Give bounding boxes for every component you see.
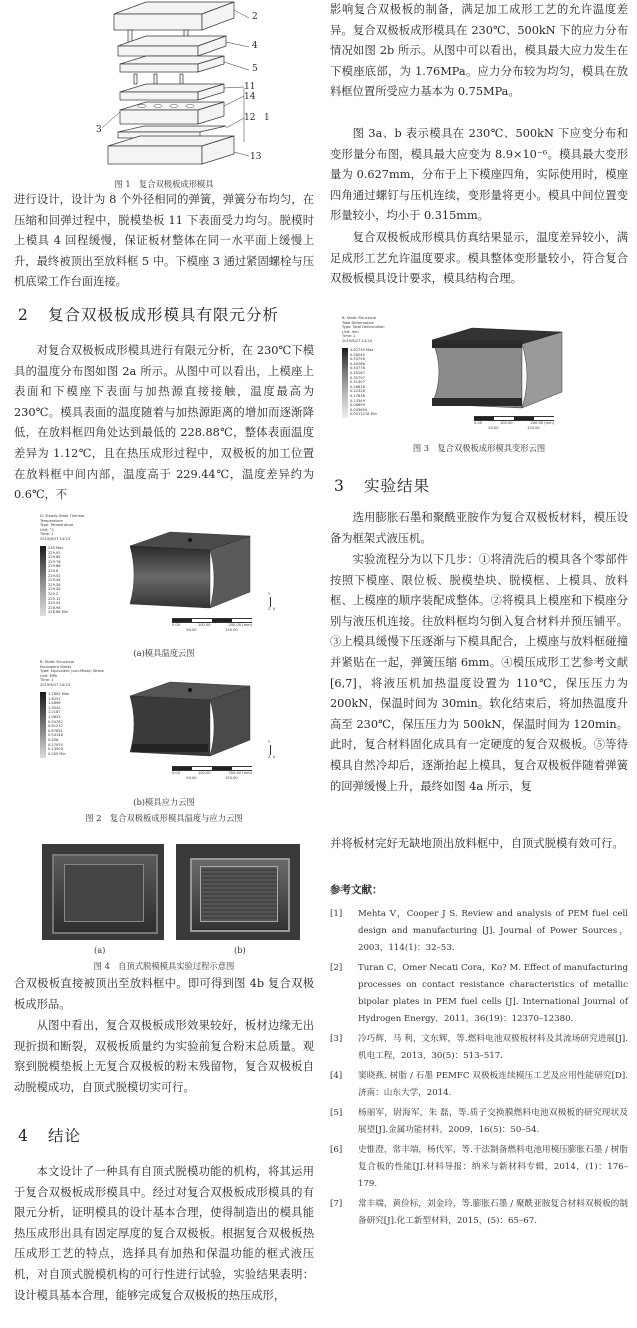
fig2b-header: B: Static Structural Equivalent Stress Type: Equivalent (von-Mises) Stress Unit: MPa Time: 1 2019/6/27 14:23 (40, 660, 104, 687)
fig2a-legend-value: 230 Max (48, 546, 64, 550)
fig2b-legend-value: 1.6251 (48, 696, 61, 701)
figure-4a-label: (a) (94, 945, 106, 955)
fig3-legend (342, 348, 377, 418)
reference-number: [3] (330, 1034, 343, 1044)
section-2-title: 复合双极板成形模具有限元分析 (48, 306, 280, 324)
figure-2a-caption: (a)模具温度云图 (133, 648, 195, 658)
fig1-label-11: 11 (244, 82, 256, 92)
fig3-mold-shape (412, 326, 572, 416)
fig2a-legend-value: 229.12 (48, 596, 61, 601)
fig2a-legend-value: 228.96 (48, 605, 61, 610)
fig2b-legend-value: 1.3542 (48, 705, 61, 710)
fig2a-legend-value: 229.52 (48, 573, 61, 578)
reference-text: 常丰端，黄俭标，刘金玲，等.膨胀石墨 / 聚酰亚胺复合材料双极板的制备研究[J].化工新型材料，2015，(5)：65–67. (358, 1199, 628, 1226)
fig1-label-13: 13 (250, 152, 262, 162)
reference-text: 冷巧辉，马 利，文东辉，等.燃料电池双极板材料及其流场研究进展[J].机电工程，2013，30(5)：513–517. (358, 1034, 628, 1061)
fig3-header: B: Static Structural Total Deformation Type: Total Deformation Unit: mm Time: 1 2019/6/27 14:24 (342, 316, 385, 343)
figure-1-drawing (84, 0, 264, 170)
fig2a-mold-shape (110, 528, 260, 620)
section-2-paragraph: 对复合双极板成形模具进行有限元分析，在 230℃下模具的温度分布图如图 2a 所示。从图中可以看出，上模座上表面和下模座下表面与加热源直接接触，温度最高为 230℃。模具表面的温度随着与加热源距离的增加而逐渐降低，在放料框四角处达到最低的 228.88℃，整体表面温度差异为 1.12℃，且在热压成形过程中，双极板的加工位置在放料框中间内部，温度高于 229.44℃，温度差异约为 0.6℃，不 (14, 344, 314, 502)
reference-number: [6] (330, 1145, 343, 1155)
section-3-paragraph-2: 实验流程分为以下几步：①将清洗后的模具各个零部件按照下模座、限位板、脱模垫块、脱模框、上模具、放料框、上模座的顺序装配成整体。②将模具上模座和下模座分别与液压机连接。往放料框均匀倒入复合材料并预压铺平。③上模具缓慢下压逐渐与下模具配合，上模座与放料框碰撞并紧贴在一起，弹簧压缩 6mm。④模压成形工艺参考文献[6,7]，将液压机加热温度设置为 110℃，保压压力为 200kN，保温时间为 30min。软化结束后，将加热温度升高至 230℃，保压压力为 500kN，保温时间为 120min。此时，复合材料固化成具有一定硬度的复合双极板。⑤等待模具自然冷却后，逐渐抬起上模具，复合双极板伴随着弹簧的回弹缓慢上升，最终如图 4a 所示，复 (330, 553, 628, 793)
fig2a-legend-value: 229.04 (48, 601, 61, 606)
fig2b-legend-value: 1.0833 (48, 714, 61, 719)
references-heading: 参考文献： (330, 884, 383, 896)
fig3-legend-value: 0.22328 (350, 389, 365, 394)
figure-4a-photo (42, 844, 164, 940)
left-mid-paragraph-2: 从图中看出，复合双极板成形效果较好，板材边缘无出现折损和断裂，双极板质量约为实验前复合粉末总质量。观察到脱模垫板上无复合双极板的粉末残留物，复合双极板自动脱模成功，自顶式脱模切实可行。 (14, 1019, 314, 1094)
references-list (330, 906, 628, 1233)
reference-number: [1] (330, 909, 343, 919)
fig2b-colorbar (40, 692, 46, 758)
reference-item (330, 1196, 628, 1230)
fig2b-legend-value: 1.4896 (48, 701, 61, 706)
fig2b-legend-value: 1.7605 Max (48, 692, 70, 696)
fig2a-legend-value: 228.88 Min (48, 610, 69, 615)
fig2b-legend (40, 692, 69, 758)
fig1-label-12: 12 (244, 113, 256, 123)
fig2b-legend-value: 0.13509 (48, 747, 63, 752)
fig3-legend-value: 0.58245 (350, 352, 365, 357)
fig2a-legend-value: 229.28 (48, 587, 61, 592)
figure-2b-caption: (b)模具应力云图 (133, 797, 195, 807)
fig2a-legend-value: 229.6 (48, 568, 59, 573)
reference-number: [4] (330, 1071, 343, 1081)
figure-3-deformation-plot (342, 316, 614, 436)
fig2a-legend-value: 229.68 (48, 564, 61, 569)
figure-2-caption: 图 2 复合双极板成形模具温度与应力云图 (85, 813, 243, 823)
fig2a-colorbar (40, 546, 46, 616)
fig3-legend-value: 0.62735 Max (350, 348, 374, 352)
fig2a-legend-value: 229.36 (48, 582, 61, 587)
fig2a-legend (40, 546, 68, 616)
fig2a-legend-value: 229.2 (48, 591, 59, 596)
fig2b-mold-shape (110, 678, 260, 768)
fig3-scale: 0.00 100.00 200.00 (mm) 50.00 150.00 (474, 416, 554, 430)
section-3-paragraph-3: 并将板材完好无缺地顶出放料框中，自顶式脱模有效可行。 (330, 837, 624, 850)
reference-item (330, 1031, 628, 1065)
fig3-legend-value: 0.08859 (350, 403, 365, 408)
section-4-title: 结论 (48, 1127, 82, 1145)
figure-1-caption: 图 1 复合双极板成形模具 (114, 179, 214, 189)
section-4-number: 4 (18, 1127, 29, 1145)
section-2-heading (18, 303, 314, 325)
section-3-title: 实验结果 (364, 477, 431, 495)
fig2a-legend-value: 229.92 (48, 550, 61, 555)
fig3-legend-value: 0.44776 (350, 366, 365, 371)
fig3-legend-value: 0.40287 (350, 370, 365, 375)
reference-item (330, 906, 628, 957)
fig3-legend-value: 0.26818 (350, 384, 365, 389)
reference-number: [2] (330, 963, 343, 973)
right-top-paragraph: 影响复合双极板的制备，满足加工成形工艺的允许温度差异。复合双极板成形模具在 230℃、500kN 下的应力分布情况如图 2b 所示。从图中可以看出，模具最大应力发生在下模座底部，为 1.76MPa。应力分布较为均匀，模具在放料框位置所受应力基本为 0.75MPa。 (330, 3, 628, 99)
figure-4-caption: 图 4 自顶式脱模模具实验过程示意图 (93, 961, 235, 971)
fig3-legend-value: 0.0011218 Min (350, 412, 377, 417)
fig3-legend-value: 0.043694 (350, 407, 368, 412)
fig2b-legend-value: 0.005 Min (48, 751, 66, 756)
fig3-legend-value: 0.49266 (350, 361, 365, 366)
section-3-paragraph-1: 选用膨胀石墨和聚酰亚胺作为复合双极板材料，模压设备为框架式液压机。 (330, 511, 628, 545)
fig2a-axis-triad: Y Z X (268, 592, 276, 611)
section-3-number: 3 (334, 477, 345, 495)
section-2-number: 2 (18, 306, 29, 324)
fig2b-scale: 0.00 100.00 200.00 (mm) 50.00 150.00 (172, 766, 252, 780)
exploded-mold-diagram (84, 0, 264, 170)
fig2b-legend-value: 0.54146 (48, 733, 63, 738)
fig3-legend-value: 0.53756 (350, 357, 365, 362)
reference-number: [7] (330, 1199, 343, 1209)
fig3-legend-value: 0.17838 (350, 393, 365, 398)
reference-text: Turan C，Omer Necati Cora，Ko? M. Effect of manufacturing processes on contact resistance characteristics of metallic bipolar plates in PEM fuel cells [J]. International Journal of Hydrogen Energy，2011，36(19)：12370–12380. (358, 963, 628, 1024)
fig1-label-14: 14 (244, 92, 256, 102)
figure-4b-photo (176, 844, 300, 940)
fig2a-legend-value: 229.44 (48, 578, 61, 583)
fig1-label-4: 4 (252, 41, 258, 51)
fig3-legend-value: 0.13349 (350, 398, 365, 403)
fig1-label-1: 1 (264, 113, 270, 123)
left-top-paragraph: 进行设计，设计为 8 个外径相同的弹簧，弹簧分布均匀，在压缩和回弹过程中，脱模垫板 11 下表面受力均匀。脱模时上模具 4 回程缓慢，保证板材整体在同一水平面上缓慢上升，最终被顶出至放料框 5 中。下模座 3 通过紧固螺栓与压机底梁工作台面连接。 (14, 193, 314, 289)
reference-text: 史惟澄，常丰端，杨代军，等.干法制备燃料电池用模压膨胀石墨 / 树脂复合板的性能[J].材料导报：纳米与新材料专辑，2014，(1)：176–179. (358, 1145, 628, 1189)
figure-2a-temperature-plot (40, 514, 312, 642)
fig2b-legend-value: 1.2187 (48, 710, 61, 715)
fig2b-legend-value: 0.406 (48, 737, 59, 742)
right-paragraph-3: 复合双极板成形模具仿真结果显示，温度差异较小，满足成形工艺允许温度要求。模具整体变形量较小，符合复合双极板模具设计要求，模具结构合理。 (330, 231, 628, 286)
fig2a-legend-value: 229.76 (48, 559, 61, 564)
fig2a-header: D: Steady-State Thermal Temperature Type: Temperature Unit: °C Time: 1 2019/6/27 14:23 (40, 514, 85, 541)
fig2a-legend-value: 229.84 (48, 555, 61, 560)
section-4-paragraph: 本文设计了一种具有自顶式脱模功能的机构，将其运用于复合双极板成形模具中。经过对复合双极板成形模具的有限元分析，证明模具的设计基本合理，使得制造出的模具能热压成形出具有固定厚度的复合双极板。根据复合双极板热压成形工艺的特点，选择具有加热和保温功能的框式液压机，对自顶式脱模机构的可行性进行试验，实验结果表明：设计模具基本合理，能够完成复合双极板的热压成形， (14, 1165, 314, 1302)
fig3-colorbar (342, 348, 348, 418)
reference-item (330, 960, 628, 1028)
section-4-heading (18, 1124, 314, 1146)
reference-item (330, 1142, 628, 1193)
fig3-legend-values (350, 348, 377, 418)
section-3-heading (334, 474, 628, 496)
fig2a-legend-values (48, 546, 68, 616)
fig3-legend-value: 0.31307 (350, 380, 365, 385)
figure-3-caption: 图 3 复合双极板成形模具变形云图 (412, 443, 546, 453)
reference-item (330, 1105, 628, 1139)
reference-text: 窦晓燕. 树脂 / 石墨 PEMFC 双极板连续模压工艺及应用性能研究[D].济南：山东大学，2014. (358, 1071, 628, 1098)
figure-2b-stress-plot (40, 660, 312, 790)
fig2b-legend-value: 0.67691 (48, 728, 63, 733)
fig1-label-2: 2 (252, 12, 258, 22)
figure-4b-label: (b) (234, 945, 246, 955)
reference-number: [5] (330, 1108, 343, 1118)
fig2b-legend-value: 0.81237 (48, 724, 63, 729)
fig3-legend-value: 0.35797 (350, 375, 365, 380)
fig1-label-3: 3 (96, 125, 102, 135)
fig2b-legend-value: 0.94782 (48, 719, 63, 724)
fig1-label-5: 5 (252, 64, 258, 74)
fig2b-legend-value: 0.27055 (48, 742, 63, 747)
fig2b-axis-triad: Y Z X (268, 740, 276, 759)
fig2a-scale: 0.00 100.00 200.00 (mm) 50.00 150.00 (172, 618, 252, 632)
fig2b-legend-values (48, 692, 69, 758)
left-mid-paragraph: 合双极板直接被顶出至放料框中。即可得到图 4b 复合双极板成形品。 (14, 977, 314, 1011)
reference-item (330, 1068, 628, 1102)
reference-text: Mehta V，Cooper J S. Review and analysis of PEM fuel cell design and manufacturing [J]. Journal of Power Sources，2003，114(1)：32–53. (358, 909, 628, 953)
reference-text: 杨丽军，尉海军，朱 磊，等.质子交换膜燃料电池双极板的研究现状及展望[J].金属功能材料，2009，16(5)：50–54. (358, 1108, 628, 1135)
right-paragraph-2: 图 3a、b 表示模具在 230℃、500kN 下应变分布和变形量分布图，模具最大应变为 8.9×10⁻⁶。模具最大变形量为 0.627mm，分布于上下模座四角，实际使用时，模座四角通过螺钉与压机连续，变形量将更小。模具中间位置变形量较小，均小于 0.315mm。 (330, 127, 628, 223)
